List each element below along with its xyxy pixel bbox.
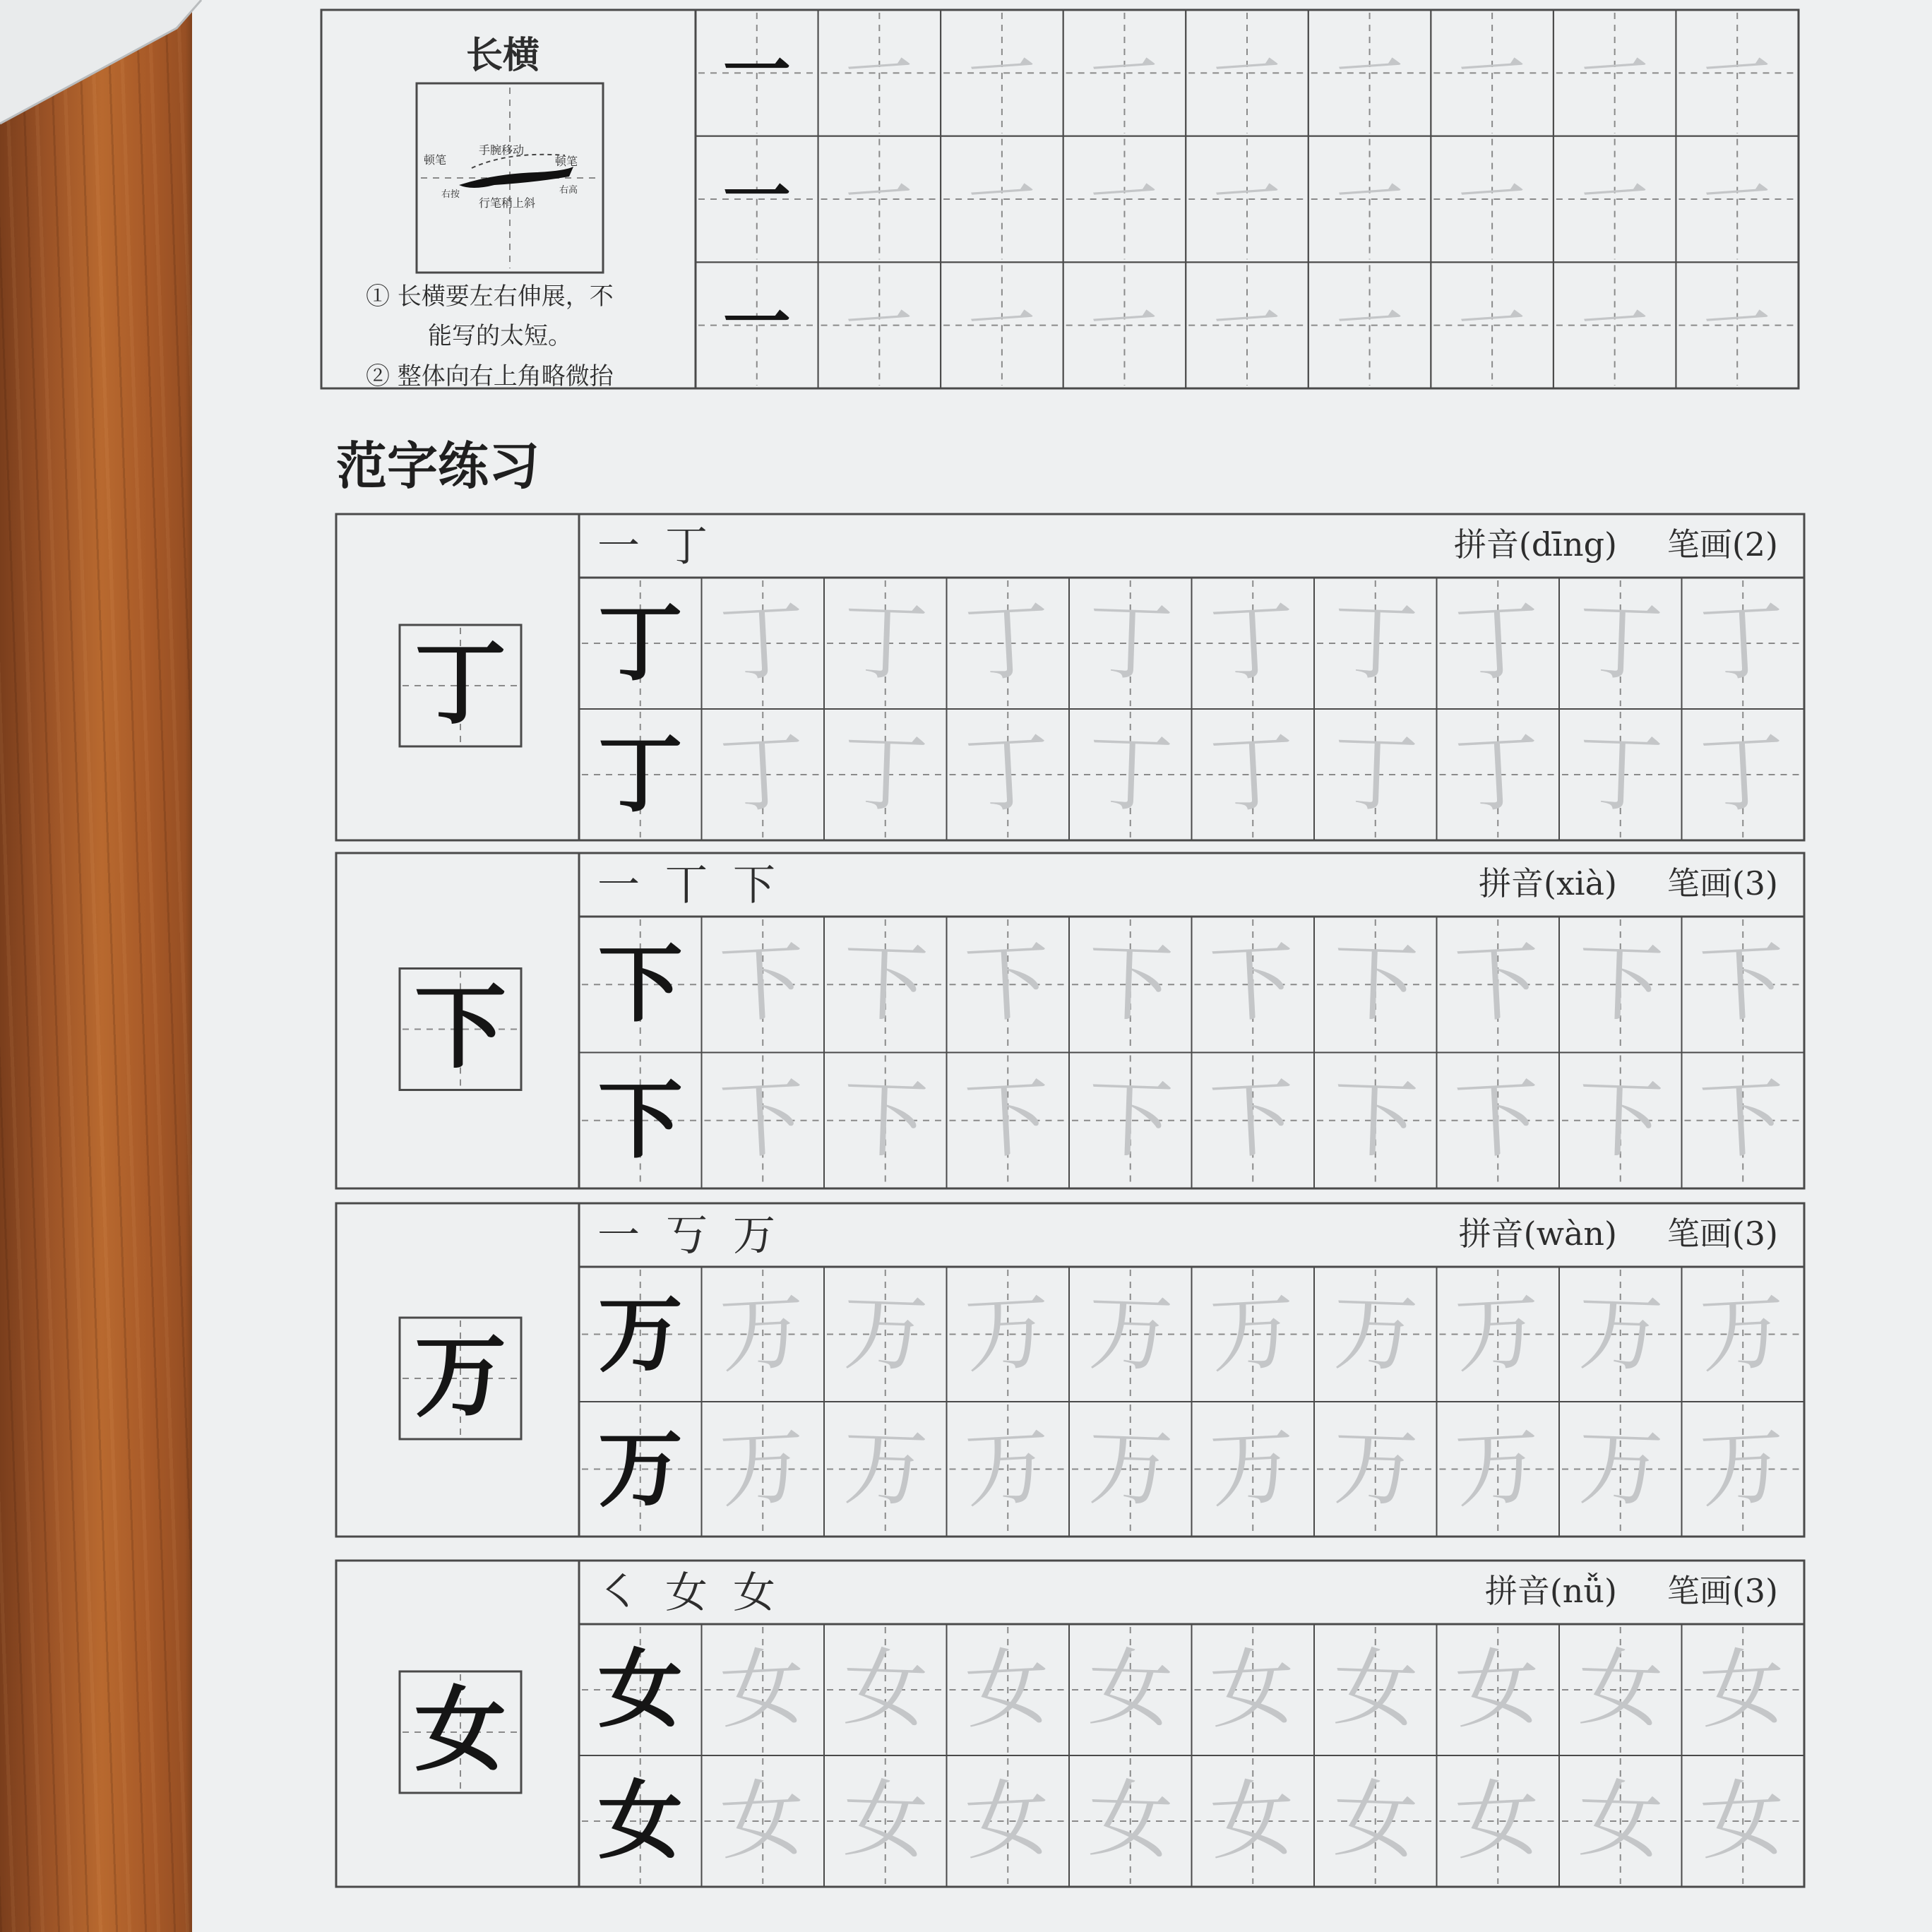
practice-trace-character: 万 xyxy=(1698,1282,1788,1385)
practice-model-character: 女 xyxy=(597,1640,683,1739)
diagram-label-right: 顿笔 xyxy=(555,155,578,168)
practice-model-character: 丁 xyxy=(597,724,683,824)
practice-stroke-trace: 一 xyxy=(1087,155,1162,239)
practice-trace-character: 下 xyxy=(717,933,808,1036)
stroke-count-label: 笔画(3) xyxy=(1666,1572,1778,1610)
practice-trace-character: 下 xyxy=(1086,1069,1175,1171)
stroke-count-label: 笔画(2) xyxy=(1666,525,1778,564)
practice-model-character: 万 xyxy=(597,1284,683,1384)
practice-trace-character: 下 xyxy=(1331,1069,1420,1171)
practice-trace-character: 万 xyxy=(1331,1418,1420,1520)
diagram-long-horizontal-stroke xyxy=(459,167,573,188)
practice-trace-character: 万 xyxy=(1453,1282,1543,1385)
stroke-order-step: 下 xyxy=(733,861,775,910)
practice-stroke-trace: 一 xyxy=(1578,155,1652,239)
practice-trace-character: 丁 xyxy=(1453,591,1543,695)
stroke-tip-2: 能写的太短。 xyxy=(428,322,572,350)
practice-trace-character: 丁 xyxy=(1576,723,1665,825)
practice-trace-character: 丁 xyxy=(1331,592,1420,694)
practice-stroke-trace: 一 xyxy=(842,280,917,365)
practice-trace-character: 万 xyxy=(1086,1283,1175,1385)
model-character: 下 xyxy=(415,972,507,1081)
practice-trace-character: 万 xyxy=(1453,1417,1543,1520)
practice-model-character: 女 xyxy=(597,1771,683,1871)
practice-stroke-sample: 一 xyxy=(722,30,791,110)
practice-trace-character: 丁 xyxy=(1698,722,1788,826)
practice-stroke-trace: 一 xyxy=(1455,155,1529,239)
practice-trace-character: 万 xyxy=(1576,1283,1665,1385)
practice-trace-character: 下 xyxy=(1698,1068,1788,1171)
stroke-order-step: 丁 xyxy=(665,522,708,571)
practice-trace-character: 女 xyxy=(1331,1638,1420,1741)
model-character: 万 xyxy=(415,1322,507,1430)
practice-trace-character: 丁 xyxy=(717,591,808,695)
practice-trace-character: 女 xyxy=(1208,1769,1298,1873)
practice-stroke-trace: 一 xyxy=(1578,28,1652,112)
practice-stroke-trace: 一 xyxy=(842,155,917,239)
practice-trace-character: 女 xyxy=(717,1638,808,1741)
practice-stroke-trace: 一 xyxy=(965,280,1039,365)
practice-trace-character: 女 xyxy=(1698,1769,1788,1873)
practice-trace-character: 女 xyxy=(1331,1770,1420,1872)
practice-trace-character: 女 xyxy=(1208,1638,1298,1741)
practice-trace-character: 万 xyxy=(717,1417,808,1520)
practice-stroke-trace: 一 xyxy=(1332,280,1407,365)
practice-trace-character: 万 xyxy=(841,1283,930,1385)
practice-trace-character: 下 xyxy=(1453,1068,1543,1171)
practice-trace-character: 丁 xyxy=(1453,722,1543,826)
practice-trace-character: 丁 xyxy=(1331,723,1420,825)
practice-trace-character: 下 xyxy=(1576,934,1665,1035)
diagram-label-top: 手腕移动 xyxy=(479,143,525,157)
stroke-title: 长横 xyxy=(466,35,540,77)
practice-stroke-trace: 一 xyxy=(842,28,917,112)
diagram-label-bottom: 行笔稍上斜 xyxy=(479,196,536,210)
practice-trace-character: 丁 xyxy=(841,592,930,694)
stroke-order-step: 一 xyxy=(597,1211,640,1260)
pinyin-label: 拼音(dīng) xyxy=(1453,525,1617,564)
practice-trace-character: 女 xyxy=(717,1769,808,1873)
stroke-order-step: 万 xyxy=(733,1211,775,1260)
practice-trace-character: 女 xyxy=(1576,1770,1665,1872)
practice-stroke-trace: 一 xyxy=(1332,155,1407,239)
practice-trace-character: 万 xyxy=(962,1282,1053,1385)
practice-trace-character: 女 xyxy=(962,1769,1053,1873)
practice-trace-character: 万 xyxy=(1331,1283,1420,1385)
stroke-tip-3: ② 整体向右上角略微抬 xyxy=(366,362,614,390)
practice-trace-character: 下 xyxy=(1331,934,1420,1035)
practice-stroke-trace: 一 xyxy=(1455,280,1529,365)
practice-trace-character: 万 xyxy=(1208,1417,1298,1520)
practice-stroke-trace: 一 xyxy=(1578,280,1652,365)
practice-stroke-trace: 一 xyxy=(1455,28,1529,112)
practice-trace-character: 万 xyxy=(841,1418,930,1520)
practice-trace-character: 女 xyxy=(1086,1638,1175,1741)
practice-trace-character: 女 xyxy=(1698,1638,1788,1741)
stroke-order-step: 丅 xyxy=(665,861,708,910)
practice-stroke-trace: 一 xyxy=(1700,28,1775,112)
pinyin-label: 拼音(wàn) xyxy=(1458,1215,1617,1253)
practice-trace-character: 万 xyxy=(962,1417,1053,1520)
practice-stroke-trace: 一 xyxy=(1210,155,1284,239)
diagram-label-left: 顿笔 xyxy=(424,153,447,167)
stroke-order-step: 女 xyxy=(665,1568,708,1618)
practice-trace-character: 女 xyxy=(1576,1638,1665,1741)
section-title: 范字练习 xyxy=(336,436,540,496)
practice-trace-character: 下 xyxy=(841,1069,930,1171)
practice-trace-character: 丁 xyxy=(717,722,808,826)
model-character: 女 xyxy=(415,1676,507,1784)
practice-trace-character: 女 xyxy=(1086,1770,1175,1872)
practice-trace-character: 下 xyxy=(1208,933,1298,1036)
model-character: 丁 xyxy=(415,629,507,737)
practice-trace-character: 女 xyxy=(1453,1769,1543,1873)
practice-stroke-sample: 一 xyxy=(722,156,791,237)
practice-trace-character: 万 xyxy=(1576,1418,1665,1520)
practice-trace-character: 丁 xyxy=(1576,592,1665,694)
practice-stroke-trace: 一 xyxy=(965,28,1039,112)
practice-model-character: 下 xyxy=(597,1070,683,1170)
practice-trace-character: 万 xyxy=(1086,1418,1175,1520)
practice-trace-character: 万 xyxy=(1698,1417,1788,1520)
practice-stroke-trace: 一 xyxy=(1332,28,1407,112)
diagram-label-left-low: 右按 xyxy=(441,189,460,200)
practice-trace-character: 丁 xyxy=(841,723,930,825)
practice-trace-character: 下 xyxy=(962,1068,1053,1171)
practice-trace-character: 丁 xyxy=(1086,723,1175,825)
practice-model-character: 下 xyxy=(597,934,683,1034)
stroke-order-step: 一 xyxy=(597,861,640,910)
practice-trace-character: 丁 xyxy=(1086,592,1175,694)
stroke-count-label: 笔画(3) xyxy=(1666,864,1778,902)
practice-stroke-sample: 一 xyxy=(722,282,791,363)
practice-trace-character: 万 xyxy=(1208,1282,1298,1385)
practice-stroke-trace: 一 xyxy=(965,155,1039,239)
practice-trace-character: 丁 xyxy=(1208,722,1298,826)
practice-trace-character: 丁 xyxy=(1208,591,1298,695)
stroke-order-step: ㇛ xyxy=(597,1568,640,1618)
stroke-order-step: 一 xyxy=(597,522,640,571)
practice-trace-character: 下 xyxy=(1453,933,1543,1036)
practice-trace-character: 下 xyxy=(962,933,1053,1036)
practice-trace-character: 下 xyxy=(841,934,930,1035)
practice-stroke-trace: 一 xyxy=(1700,280,1775,365)
practice-trace-character: 万 xyxy=(717,1282,808,1385)
stroke-tip-1: ① 长横要左右伸展，不 xyxy=(366,282,614,311)
practice-model-character: 万 xyxy=(597,1419,683,1519)
practice-trace-character: 下 xyxy=(1208,1068,1298,1171)
practice-stroke-trace: 一 xyxy=(1087,280,1162,365)
practice-stroke-trace: 一 xyxy=(1210,28,1284,112)
pinyin-label: 拼音(nǚ) xyxy=(1484,1572,1617,1610)
practice-trace-character: 下 xyxy=(1698,933,1788,1036)
practice-stroke-trace: 一 xyxy=(1210,280,1284,365)
stroke-order-step: 女 xyxy=(733,1568,775,1618)
stroke-count-label: 笔画(3) xyxy=(1666,1215,1778,1253)
practice-trace-character: 下 xyxy=(1086,934,1175,1035)
stroke-order-step: 丂 xyxy=(665,1211,708,1260)
practice-trace-character: 女 xyxy=(841,1770,930,1872)
practice-stroke-trace: 一 xyxy=(1087,28,1162,112)
practice-trace-character: 女 xyxy=(962,1638,1053,1741)
practice-model-character: 丁 xyxy=(597,593,683,693)
practice-trace-character: 丁 xyxy=(962,722,1053,826)
practice-trace-character: 女 xyxy=(841,1638,930,1741)
practice-trace-character: 丁 xyxy=(1698,591,1788,695)
practice-trace-character: 下 xyxy=(717,1068,808,1171)
diagram-label-right-low: 右高 xyxy=(559,185,578,196)
pinyin-label: 拼音(xià) xyxy=(1479,864,1617,902)
practice-trace-character: 女 xyxy=(1453,1638,1543,1741)
practice-stroke-trace: 一 xyxy=(1700,155,1775,239)
practice-trace-character: 丁 xyxy=(962,591,1053,695)
practice-trace-character: 下 xyxy=(1576,1069,1665,1171)
